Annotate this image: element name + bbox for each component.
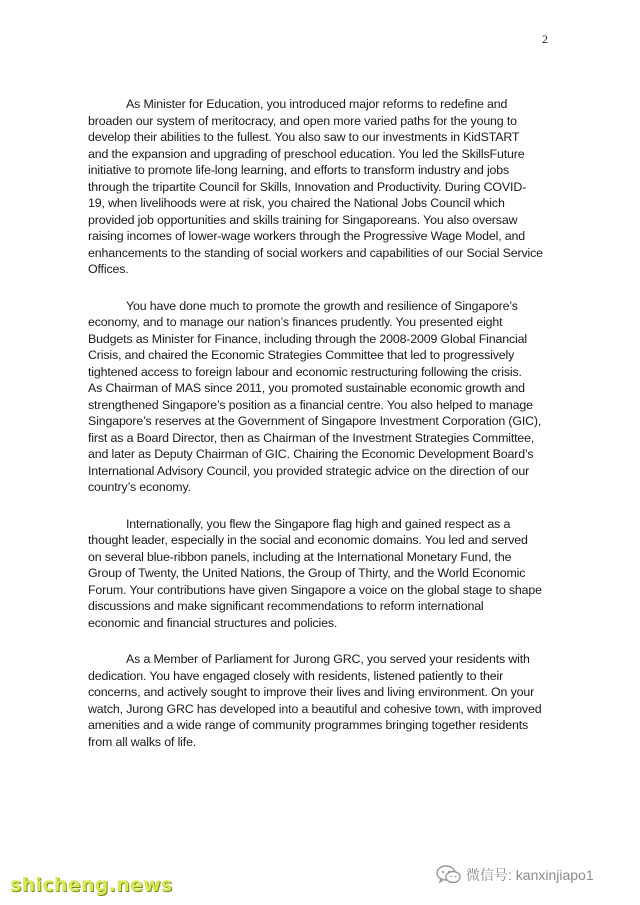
paragraph-line: Internationally, you flew the Singapore flag high and gained respect as a — [126, 516, 511, 531]
letter-paragraph — [88, 651, 566, 750]
paragraph-line: As Minister for Education, you introduced major reforms to redefine and — [126, 97, 508, 111]
paragraph-line: country’s economy. — [88, 480, 191, 494]
paragraph-line: provided job opportunities and skills training for Singaporeans. You also oversaw — [88, 212, 518, 227]
paragraph-line: Singapore’s reserves at the Government of Singapore Investment Corporation (GIC), — [88, 414, 542, 428]
paragraph-line: and the expansion and upgrading of preschool education. You led the SkillsFuture — [88, 146, 525, 161]
paragraph-line: dedication. You have engaged closely with residents, listened patiently to their — [88, 668, 504, 683]
paragraph-line: through the tripartite Council for Skills, Innovation and Productivity. During COVID- — [88, 179, 527, 194]
paragraph-line: raising incomes of lower-wage workers through the Progressive Wage Model, and — [88, 229, 526, 243]
paragraph-line: You have done much to promote the growth and resilience of Singapore’s — [126, 298, 518, 313]
paragraph-line: discussions and make significant recommendations to reform international — [88, 599, 484, 613]
paragraph-line: amenities and a wide range of community programmes bringing together residents — [88, 718, 529, 732]
paragraph-line: Offices. — [88, 262, 129, 276]
paragraph-line: As Chairman of MAS since 2011, you promoted sustainable economic growth and — [88, 381, 525, 395]
paragraph-line: initiative to promote life-long learning, and efforts to transform industry and jobs — [88, 163, 510, 177]
paragraph-line: from all walks of life. — [88, 734, 197, 749]
letter-paragraph — [88, 298, 566, 496]
paragraph-line: International Advisory Council, you provided strategic advice on the direction of our — [88, 463, 530, 478]
letter-body — [88, 96, 566, 770]
paragraph-line: on several blue-ribbon panels, including at the International Monetary Fund, the — [88, 549, 512, 564]
paragraph-line: watch, Jurong GRC has developed into a beautiful and cohesive town, with improved — [88, 701, 542, 716]
paragraph-line: As a Member of Parliament for Jurong GRC, you served your residents with — [126, 652, 530, 666]
wechat-id-text: 微信号: kanxinjiapo1 — [466, 867, 594, 883]
site-watermark: shicheng.news — [10, 874, 173, 896]
paragraph-line: 19, when livelihoods were at risk, you chaired the National Jobs Council which — [88, 196, 505, 210]
paragraph-line: first as a Board Director, then as Chairman of the Investment Strategies Committee, — [88, 430, 535, 445]
paragraph-line: develop their abilities to the fullest. You also saw to our investments in KidSTART — [88, 130, 520, 144]
paragraph-line: thought leader, especially in the social and economic domains. You led and served — [88, 533, 528, 547]
paragraph-line: Budgets as Minister for Finance, including through the 2008-2009 Global Financial — [88, 331, 528, 346]
letter-paragraph — [88, 516, 566, 632]
paragraph-line: and later as Deputy Chairman of GIC. Chairing the Economic Development Board’s — [88, 447, 534, 461]
paragraph-line: strengthened Singapore’s position as a financial centre. You also helped to manage — [88, 397, 533, 412]
paragraph-line: Group of Twenty, the United Nations, the Group of Thirty, and the World Economic — [88, 566, 526, 580]
paragraph-line: tightened access to foreign labour and economic restructuring following the crisis. — [88, 364, 522, 379]
page-number: 2 — [542, 32, 548, 46]
letter-paragraph — [88, 96, 566, 278]
paragraph-line: Forum. Your contributions have given Singapore a voice on the global stage to shape — [88, 582, 542, 597]
paragraph-line: broaden our system of meritocracy, and open more varied paths for the young to — [88, 113, 517, 128]
paragraph-line: Crisis, and chaired the Economic Strategies Committee that led to progressively — [88, 348, 515, 362]
paragraph-line: economic and financial structures and policies. — [88, 615, 338, 630]
paragraph-line: concerns, and actively sought to improve their lives and living environment. On your — [88, 685, 535, 699]
paragraph-line: economy, and to manage our nation’s finances prudently. You presented eight — [88, 315, 503, 329]
wechat-icon — [436, 865, 462, 885]
paragraph-line: enhancements to the standing of social workers and capabilities of our Social Service — [88, 245, 543, 260]
wechat-watermark — [436, 865, 594, 885]
